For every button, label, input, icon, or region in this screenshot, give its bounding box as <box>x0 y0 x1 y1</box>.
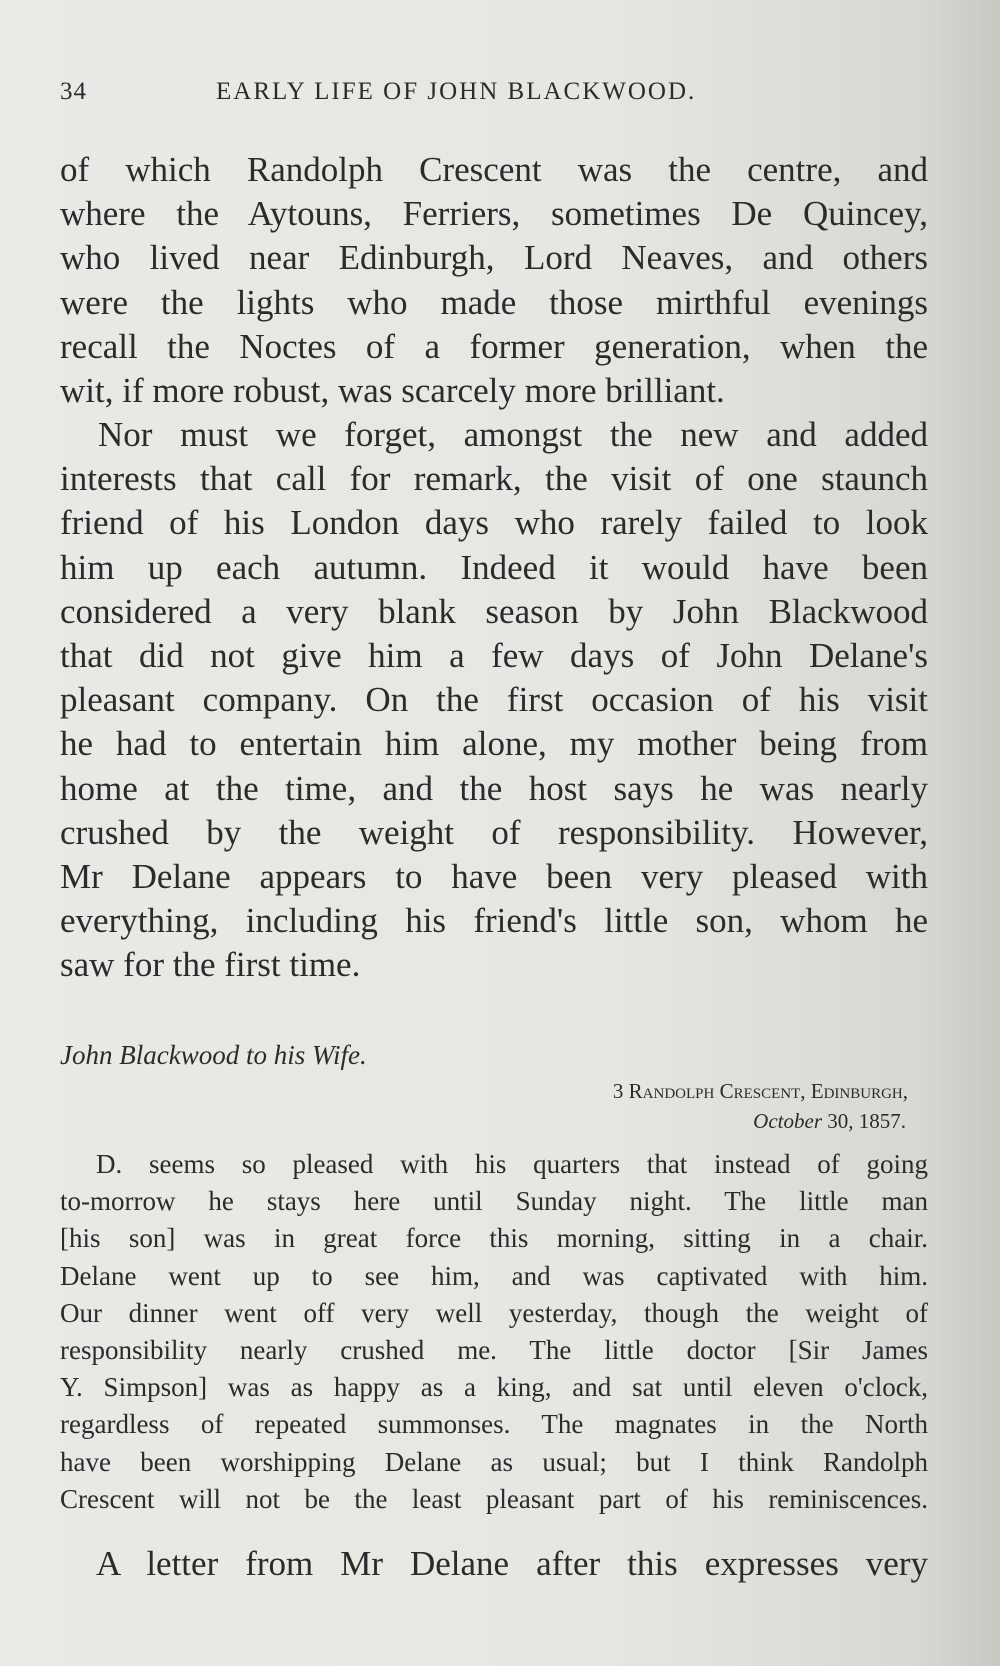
letter-body <box>60 1146 928 1518</box>
text-line: Nor must we forget, amongst the new and added <box>98 415 928 454</box>
paragraph-3: A letter from Mr Delane after this expresses very <box>96 1544 928 1583</box>
text-line: where the Aytouns, Ferriers, sometimes De Quincey, <box>60 194 928 234</box>
letter-address <box>408 1076 908 1136</box>
letter-line: Crescent will not be the least pleasant part of his reminiscences. <box>60 1483 928 1514</box>
text-line: pleasant company. On the first occasion of his visit <box>60 680 928 720</box>
address-line: 3 Randolph Crescent, Edinburgh, <box>612 1079 908 1103</box>
text-line: him up each autumn. Indeed it would have been <box>60 547 928 587</box>
text-line: saw for the first time. <box>60 945 361 985</box>
text-line: of which Randolph Crescent was the centre, and <box>60 150 928 189</box>
paragraph-2 <box>60 413 928 987</box>
running-title: EARLY LIFE OF JOHN BLACKWOOD. <box>216 78 697 105</box>
text-line: recall the Noctes of a former generation, when the <box>60 326 928 366</box>
letter-heading: John Blackwood to his Wife. <box>60 1040 367 1070</box>
text-line: friend of his London days who rarely failed to look <box>60 503 928 543</box>
text-line: wit, if more robust, was scarcely more brilliant. <box>60 370 725 410</box>
letter-line: have been worshipping Delane as usual; but I think Randolph <box>60 1446 928 1477</box>
letter-line: [his son] was in great force this morning, sitting in a chair. <box>60 1223 928 1254</box>
letter-date <box>408 1106 908 1136</box>
running-head <box>60 78 940 114</box>
letter-line: Y. Simpson] was as happy as a king, and sat until eleven o'clock, <box>60 1372 928 1403</box>
date-rest: 30, 1857. <box>822 1109 906 1133</box>
text-line: everything, including his friend's little son, whom he <box>60 901 928 941</box>
text-line: interests that call for remark, the visit of one staunch <box>60 459 928 499</box>
text-line: home at the time, and the host says he was nearly <box>60 768 928 808</box>
text-line: he had to entertain him alone, my mother being from <box>60 724 928 764</box>
letter-line: D. seems so pleased with his quarters that instead of going <box>96 1149 928 1179</box>
letter-line: Delane went up to see him, and was captivated with him. <box>60 1260 928 1291</box>
paragraph-1 <box>60 148 928 413</box>
date-month: October <box>753 1109 822 1133</box>
text-line: considered a very blank season by John Blackwood <box>60 591 928 631</box>
letter-line: regardless of repeated summonses. The magnates in the North <box>60 1409 928 1440</box>
letter-line: Our dinner went off very well yesterday, though the weight of <box>60 1297 928 1328</box>
page-number: 34 <box>60 78 87 105</box>
letter-line: to-morrow he stays here until Sunday night. The little man <box>60 1186 928 1217</box>
text-line: crushed by the weight of responsibility. However, <box>60 812 928 852</box>
text-line: that did not give him a few days of John Delane's <box>60 635 928 675</box>
text-line: Mr Delane appears to have been very pleased with <box>60 856 928 896</box>
text-line: were the lights who made those mirthful evenings <box>60 282 928 322</box>
text-line: who lived near Edinburgh, Lord Neaves, and others <box>60 238 928 278</box>
letter-line: responsibility nearly crushed me. The little doctor [Sir James <box>60 1334 928 1365</box>
